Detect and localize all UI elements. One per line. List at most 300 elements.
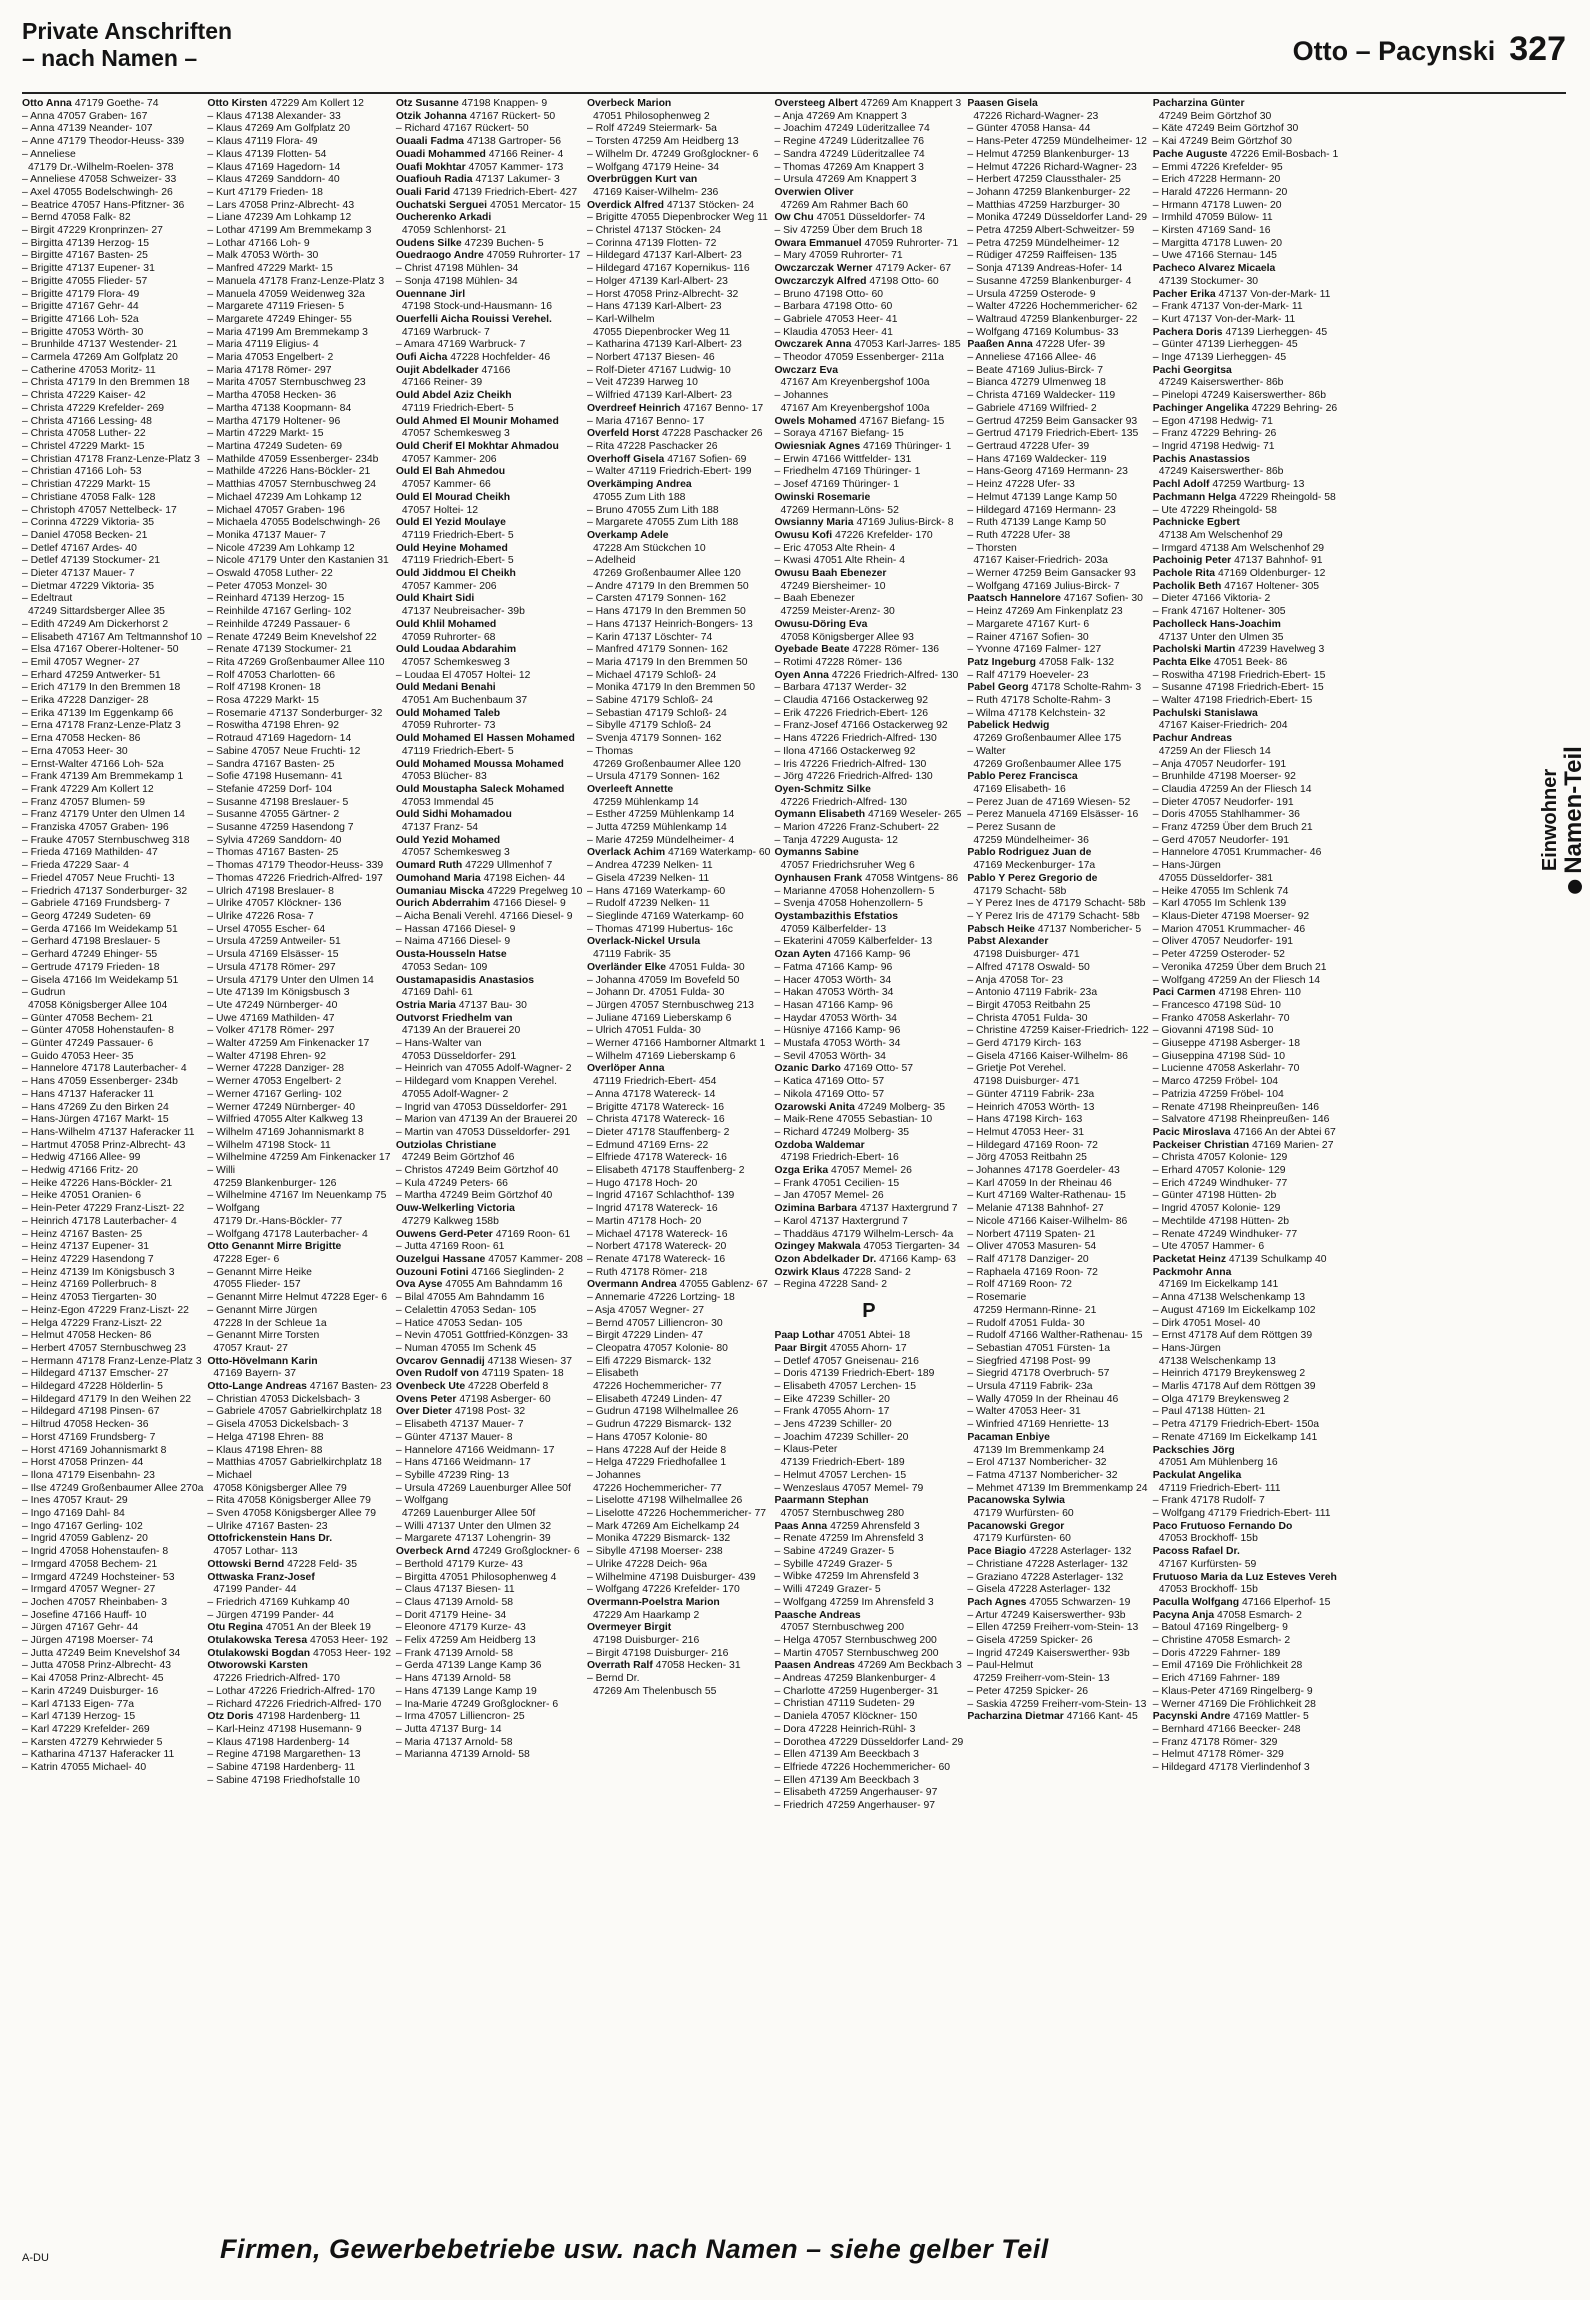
surname: Ozarowski Anita	[774, 1101, 855, 1113]
surname: Otto-Lange Andreas	[207, 1381, 307, 1393]
directory-entry: – Karsten 47279 Kehrwieder 5	[22, 1736, 163, 1748]
directory-entry: – Ekaterini 47059 Kälberfelder- 13	[774, 936, 933, 948]
directory-entry: – Hans 47059 Essenberger- 234b	[22, 1076, 178, 1088]
directory-entry: – Anne 47179 Theodor-Heuss- 339	[22, 136, 185, 148]
directory-entry: – Elsa 47167 Oberer-Holtener- 50	[22, 644, 179, 656]
directory-entry: – Marion 47226 Franz-Schubert- 22	[774, 822, 940, 834]
surname: Pachulski Stanislawa	[1152, 707, 1258, 719]
surname: Overmann-Poelstra Marion	[586, 1596, 720, 1608]
directory-entry-continuation: 47057 Sternbuschweg 200	[780, 1622, 905, 1634]
directory-entry: – Emil 47057 Wegner- 27	[22, 656, 140, 668]
surname: Patz Ingeburg	[967, 656, 1037, 668]
directory-entry: – Edith 47249 Am Dickerhorst 2	[22, 618, 169, 630]
directory-entry: – Dorit 47179 Heine- 34	[395, 1609, 507, 1621]
surname: Oyen Anna	[774, 669, 829, 681]
directory-entry: – Mary 47059 Ruhrorter- 71	[774, 250, 903, 262]
directory-entry-continuation: 47169 Meckenburger- 17a	[973, 860, 1096, 872]
directory-entry: – Norbert 47119 Spaten- 21	[967, 1228, 1096, 1240]
directory-entry: – Johannes	[774, 390, 829, 402]
directory-entry-continuation: 47053 Brockhoff- 15b	[1158, 1584, 1258, 1596]
directory-entry-surname: Pacharzina Dietmar 47166 Kant- 45	[967, 1711, 1138, 1723]
side-tab-text	[1539, 746, 1587, 894]
directory-entry: – Horst 47058 Prinz-Albrecht- 32	[586, 288, 739, 300]
directory-entry: – Giuseppina 47198 Süd- 10	[1152, 1050, 1285, 1062]
directory-entry-continuation: 47137 Unter den Ulmen 35	[1158, 631, 1284, 643]
directory-entry: – Sonja 47139 Andreas-Hofer- 14	[967, 263, 1123, 275]
directory-entry-surname	[1153, 1546, 1339, 1559]
directory-entry-continuation: 47167 Kaiser-Friedrich- 203a	[973, 555, 1108, 567]
directory-entry: – Brunhilde 47198 Moerser- 92	[1152, 771, 1296, 783]
directory-entry-surname: Pachl Adolf 47259 Wartburg- 13	[1152, 479, 1305, 491]
surname: Pachnicke Egbert	[1152, 517, 1240, 529]
directory-entry: – Nikola 47169 Otto- 57	[774, 1088, 885, 1100]
directory-entry: – Eric 47053 Alte Rhein- 4	[774, 542, 896, 554]
surname: Ouw-Welkerling Victoria	[395, 1203, 515, 1215]
directory-entry: – Helga 47198 Ehren- 88	[207, 1431, 324, 1443]
directory-entry: – Bernd 47058 Falk- 82	[22, 212, 131, 224]
surname: Oucherenko Arkadi	[395, 212, 492, 224]
side-tab-line2: Namen-Teil	[1560, 746, 1587, 874]
directory-entry: – Sevil 47053 Wörth- 34	[774, 1050, 886, 1062]
directory-entry: – Sibylle 47179 Schloß- 24	[586, 720, 712, 732]
directory-entry-continuation: 47051 Am Mühlenberg 16	[1158, 1457, 1278, 1469]
directory-entry: – Wolfgang 47179 Friedrich-Ebert- 111	[1152, 1508, 1331, 1520]
directory-entry-surname: Oyebade Beate 47228 Römer- 136	[774, 644, 940, 656]
directory-entry: – Renate 47249 Beim Knevelshof 22	[207, 631, 377, 643]
directory-entry: – Helmut 47178 Römer- 329	[1152, 1749, 1284, 1761]
surname: Ouennane Jirl	[395, 288, 466, 300]
directory-entry-surname: Owczarek Anna 47053 Karl-Jarres- 185	[774, 339, 961, 351]
directory-entry-surname: Oumaniau Miscka 47229 Pregelweg 10	[395, 885, 583, 897]
surname: Paasen Gisela	[967, 98, 1038, 109]
directory-entry: – Claus 47139 Arnold- 58	[395, 1596, 514, 1608]
directory-entry-surname	[396, 1140, 583, 1153]
directory-entry: – Bruno 47055 Zum Lith 188	[586, 504, 719, 516]
directory-entry: – Wenzeslaus 47057 Memel- 79	[774, 1482, 924, 1494]
directory-entry: – Annemarie 47226 Lortzing- 18	[586, 1292, 735, 1304]
directory-entry: – Erich 47169 Fahrner- 189	[1152, 1673, 1280, 1685]
directory-entry: – Claudia 47166 Ostackerweg 92	[774, 695, 929, 707]
directory-entry-surname	[1153, 1267, 1339, 1280]
directory-entry-continuation: 47249 Sittardsberger Allee 35	[28, 606, 165, 618]
directory-entry: – Torsten 47259 Am Heidberg 13	[586, 136, 739, 148]
directory-entry: – Karl-Heinz 47198 Husemann- 9	[207, 1724, 362, 1735]
directory-entry: – Hans 47139 Karl-Albert- 23	[586, 301, 722, 313]
surname: Otto Anna	[22, 98, 72, 109]
directory-entry-surname: Ouafiouh Radia 47137 Lakumer- 3	[395, 174, 560, 186]
directory-entry: – Michael	[207, 1469, 252, 1481]
directory-entry: – Ellen 47139 Am Beeckbach 3	[774, 1774, 919, 1786]
directory-entry: – Ulrike 47228 Deich- 96a	[586, 1558, 708, 1570]
directory-entry: – Oswald 47058 Luther- 22	[207, 568, 333, 580]
directory-entry-continuation: 47249 Beim Görtzhof 46	[401, 1152, 515, 1164]
surname: Otworowski Karsten	[207, 1660, 308, 1672]
directory-entry: – Ursel 47055 Escher- 64	[207, 923, 326, 935]
directory-entry: – Susanne 47198 Breslauer- 5	[207, 796, 349, 808]
directory-entry: – Günter 47198 Hütten- 2b	[1152, 1190, 1277, 1202]
directory-entry: – Matthias 47057 Sternbuschweg 24	[207, 479, 377, 491]
directory-entry: – Hans 47137 Haferacker 11	[22, 1088, 155, 1100]
directory-entry: – Klaus-Dieter 47198 Moerser- 92	[1152, 911, 1310, 922]
directory-entry: – Herbert 47259 Claussthaler- 25	[967, 174, 1121, 186]
directory-entry: – Ruth 47178 Römer- 218	[586, 1266, 708, 1278]
surname: Overlack Achim	[586, 847, 666, 859]
directory-entry: – Christine 47058 Esmarch- 2	[1152, 1635, 1291, 1647]
directory-entry: – Thaddäus 47179 Wilhelm-Lersch- 4a	[774, 1228, 954, 1240]
directory-entry: – Elisabeth 47259 Angerhauser- 97	[774, 1787, 938, 1799]
directory-entry: – Martha 47249 Beim Görtzhof 40	[395, 1190, 553, 1202]
directory-entry-surname: Ozarowski Anita 47249 Molberg- 35	[774, 1101, 946, 1113]
directory-entry-continuation: 47228 In der Schleue 1a	[213, 1317, 327, 1329]
directory-entry: – Petra 47259 Mündelheimer- 12	[967, 237, 1120, 249]
directory-entry: – Bernd Dr.	[586, 1673, 640, 1685]
directory-entry: – Siv 47259 Über dem Bruch 18	[774, 225, 923, 237]
directory-entry: – Walter 47226 Hochemmericher- 62	[967, 301, 1138, 313]
name-range-label: Otto – Pacynski	[1292, 36, 1496, 66]
surname: Ould Mohamed Taleb	[395, 707, 501, 719]
directory-entry: – Georg 47249 Sudeten- 69	[22, 911, 151, 922]
directory-entry-continuation: 47057 Kammer- 206	[401, 453, 497, 465]
directory-entry: – Maria 47167 Benno- 17	[586, 415, 705, 427]
directory-entry: – Werner 47167 Gerling- 102	[207, 1088, 342, 1100]
directory-entry: – Sven 47058 Königsberger Allee 79	[207, 1508, 377, 1520]
directory-entry: – Martina 47249 Sudeten- 69	[207, 440, 342, 452]
directory-entry: – Rudolf 47239 Nelken- 11	[586, 898, 710, 910]
directory-entry: – Maria 47053 Engelbert- 2	[207, 352, 334, 364]
directory-entry-continuation: 47179 Dr.-Wilhelm-Roelen- 378	[28, 161, 174, 173]
directory-entry: – Ingo 47169 Dahl- 84	[22, 1508, 125, 1520]
directory-entry: – Thomas	[586, 745, 633, 757]
directory-entry: – Klaus 47198 Hardenberg- 14	[207, 1736, 350, 1748]
directory-entry: – Veit 47239 Harweg 10	[586, 377, 698, 389]
directory-entry: – Elisabeth 47178 Stauffenberg- 2	[586, 1165, 745, 1177]
directory-entry: – Ursula 47179 Unter den Ulmen 14	[207, 974, 374, 986]
surname: Ozanic Darko	[774, 1063, 841, 1075]
directory-entry: – Hannelore 47166 Weidmann- 17	[395, 1444, 555, 1456]
directory-entry: – Sabine 47057 Neue Fruchti- 12	[207, 745, 361, 757]
surname: Ould Sidhi Mohamadou	[395, 809, 512, 821]
directory-entry-surname	[967, 720, 1148, 733]
directory-entry: – Christoph 47057 Nettelbeck- 17	[22, 504, 177, 516]
surname: Ouzelgui Hassane	[395, 1253, 486, 1265]
directory-entry: – Renate 47178 Watereck- 16	[586, 1253, 726, 1265]
directory-entry: – Margarete 47119 Friesen- 5	[207, 301, 345, 313]
directory-entry: – Friedel 47057 Neue Fruchti- 13	[22, 872, 175, 884]
directory-entry: – Claus 47137 Biesen- 11	[395, 1584, 515, 1596]
directory-entry: – Ursula 47178 Römer- 297	[207, 961, 336, 973]
surname: Oujit Abdelkader	[395, 364, 479, 376]
surname: Owara Emmanuel	[774, 237, 862, 249]
directory-entry: – Wibke 47259 Im Ahrensfeld 3	[774, 1571, 919, 1583]
directory-entry-surname: Packetat Heinz 47139 Schulkamp 40	[1152, 1253, 1327, 1265]
surname: Oumaniau Miscka	[395, 885, 485, 897]
surname: Ould Heyine Mohamed	[395, 542, 508, 554]
directory-entry-continuation: 47179 Schacht- 58b	[973, 885, 1067, 897]
directory-entry: – Joachim 47239 Schiller- 20	[774, 1431, 909, 1443]
surname: Otulakowska Teresa	[207, 1635, 308, 1647]
surname: Pachur Andreas	[1152, 733, 1232, 745]
directory-entry: – Doris 47229 Fahrner- 189	[1152, 1647, 1281, 1659]
surname: Ovens Peter	[395, 1393, 457, 1405]
directory-entry: – Renate 47259 Im Ahrensfeld 3	[774, 1533, 924, 1545]
directory-entry: – Martin van 47053 Düsseldorfer- 291	[395, 1126, 571, 1138]
surname: Pacyna Anja	[1152, 1609, 1215, 1621]
directory-entry: – Ines 47057 Kraut- 29	[22, 1495, 128, 1507]
directory-entry: – Ruth 47139 Lange Kamp 50	[967, 517, 1106, 529]
directory-entry-continuation: 47053 Brockhoff- 15b	[1158, 1533, 1258, 1545]
directory-entry-continuation: 47053 Düsseldorfer- 291	[401, 1050, 517, 1062]
directory-entry-surname	[396, 619, 583, 632]
directory-entry: – Ingrid 47058 Hohenstaufen- 8	[22, 1546, 169, 1558]
directory-entry: – Pinelopi 47249 Kaiserswerther- 86b	[1152, 390, 1326, 402]
directory-entry: – Lothar 47166 Loh- 9	[207, 237, 310, 249]
directory-entry: – Ingrid 47059 Gablenz- 20	[22, 1533, 148, 1545]
surname: Oynhausen Frank	[774, 872, 863, 884]
directory-entry-surname	[396, 314, 583, 327]
directory-entry: – Richard 47167 Rückert- 50	[395, 123, 529, 135]
directory-entry: – Ursula 47259 Antweiler- 51	[207, 936, 341, 948]
directory-entry: – Peter 47259 Spicker- 26	[967, 1685, 1089, 1697]
directory-entry-surname: Patz Ingeburg 47058 Falk- 132	[967, 656, 1115, 668]
directory-entry: – Grietje Pot Verehel.	[967, 1063, 1067, 1075]
directory-entry-surname	[396, 682, 583, 695]
surname: Pabel Georg	[967, 682, 1029, 694]
directory-entry-continuation: 47057 Schemkesweg 3	[401, 428, 510, 440]
directory-entry-continuation: 47057 Kammer- 66	[401, 479, 491, 491]
directory-entry-surname: Overländer Elke 47051 Fulda- 30	[586, 961, 745, 973]
directory-entry: – Celalettin 47053 Sedan- 105	[395, 1304, 537, 1316]
surname: Paap Lothar	[774, 1330, 835, 1342]
directory-entry-surname: Paas Anna 47259 Ahrensfeld 3	[774, 1520, 920, 1532]
surname: Ould Loudaa Abdarahim	[395, 644, 517, 656]
directory-entry: – Günter 47119 Fabrik- 23a	[967, 1088, 1095, 1100]
directory-entry: – Norbert 47137 Biesen- 46	[586, 352, 715, 364]
directory-entry-surname	[207, 1533, 391, 1546]
directory-entry: – Elfriede 47178 Watereck- 16	[586, 1152, 727, 1164]
directory-entry: – Horst 47169 Frundsberg- 7	[22, 1431, 156, 1443]
directory-entry: – Ilse 47249 Großenbaumer Allee 270a	[22, 1482, 204, 1494]
directory-entry: – Roswitha 47198 Friedrich-Ebert- 15	[1152, 669, 1326, 681]
directory-entry: – Eleonore 47179 Kurze- 43	[395, 1622, 526, 1634]
directory-entry: – Manfred 47229 Markt- 15	[207, 263, 333, 275]
directory-entry: – Ursula 47169 Elsässer- 15	[207, 949, 339, 961]
directory-entry: – Jürgen 47199 Pander- 44	[207, 1609, 334, 1621]
directory-entry: – Karl 47139 Herzog- 15	[22, 1711, 136, 1723]
directory-entry: – Anneliese 47166 Allee- 46	[967, 352, 1097, 364]
directory-entry-surname: Pachoinig Peter 47137 Bahnhof- 91	[1152, 555, 1323, 567]
directory-entry: – Edmund 47169 Erns- 22	[586, 1139, 709, 1151]
directory-entry-surname: Ouzelgui Hassane 47057 Kammer- 208	[395, 1253, 583, 1265]
directory-entry: – Adelheid	[586, 555, 636, 567]
directory-entry-surname	[396, 835, 583, 848]
directory-entry: – Christian 47166 Loh- 53	[22, 466, 142, 478]
directory-entry: – Sandra 47167 Basten- 25	[207, 758, 335, 770]
directory-entry-continuation: 47055 Diepenbrocker Weg 11	[592, 326, 731, 338]
directory-entry: – Loudaa El 47057 Holtei- 12	[395, 669, 531, 681]
directory-entry-surname: Owara Emmanuel 47059 Ruhrorter- 71	[774, 237, 959, 249]
directory-entry-continuation: 47119 Friedrich-Ebert- 5	[401, 745, 514, 757]
directory-entry: – Bernhard 47166 Beecker- 248	[1152, 1724, 1301, 1735]
surname: Pacher Erika	[1152, 288, 1216, 300]
directory-entry: – Maria 47178 Römer- 297	[207, 364, 332, 376]
directory-entry-continuation: 47055 Düsseldorfer- 381	[1158, 872, 1274, 884]
directory-entry-surname: Ozga Erika 47057 Memel- 26	[774, 1165, 912, 1177]
directory-entry-surname	[396, 390, 583, 403]
directory-entry: – Hans-Walter van	[395, 1038, 482, 1050]
directory-entry: – Birgit 47229 Linden- 47	[586, 1330, 704, 1342]
surname: Ostria Maria	[395, 999, 456, 1011]
directory-column	[774, 98, 963, 2183]
directory-entry: – Frank 47139 Am Bremmekamp 1	[22, 771, 184, 783]
directory-entry-surname	[1153, 1572, 1339, 1585]
directory-entry-surname	[396, 784, 583, 797]
directory-entry: – Ulrike 47167 Basten- 23	[207, 1520, 328, 1532]
directory-entry-surname: Ostria Maria 47137 Bau- 30	[395, 999, 527, 1011]
directory-entry: – Carsten 47179 Sonnen- 162	[586, 593, 727, 605]
directory-entry: – Ingrid van 47053 Düsseldorfer- 291	[395, 1101, 568, 1113]
directory-entry: – Corinna 47229 Viktoria- 35	[22, 517, 155, 529]
directory-entry: – Josef 47169 Thüringer- 1	[774, 479, 900, 491]
directory-entry: – Ingrid 47249 Kaiserswerther- 93b	[967, 1647, 1130, 1659]
directory-entry-surname: Pachinger Angelika 47229 Behring- 26	[1152, 402, 1338, 414]
surname: Ousta-Housseln Hatse	[395, 949, 507, 961]
directory-entry-surname	[396, 289, 583, 302]
directory-entry: – Oliver 47057 Neudorfer- 191	[1152, 936, 1294, 948]
directory-entry-surname: Paar Birgit 47055 Ahorn- 17	[774, 1342, 907, 1354]
directory-entry: – Ulrich 47051 Fulda- 30	[586, 1025, 701, 1037]
directory-entry-surname	[396, 416, 583, 429]
directory-entry-continuation: 47057 Friedrichsruher Weg 6	[780, 860, 915, 872]
section-title	[22, 18, 232, 72]
directory-entry: – Hiltrud 47058 Hecken- 36	[22, 1419, 149, 1431]
directory-entry: – Werner 47259 Beim Gansacker 93	[967, 568, 1136, 580]
directory-entry: – Gertrud 47179 Friedrich-Ebert- 135	[967, 428, 1139, 440]
surname: Ovcarov Gennadij	[395, 1355, 485, 1367]
surname: Overmeyer Birgit	[586, 1622, 672, 1634]
directory-entry: – Heinrich van 47055 Adolf-Wagner- 2	[395, 1063, 572, 1075]
directory-entry: – Y Perez Ines de 47179 Schacht- 58b	[967, 898, 1146, 910]
surname: Pach Agnes	[967, 1596, 1027, 1608]
directory-entry: – Wilhelm 47169 Johannismarkt 8	[207, 1126, 364, 1138]
directory-entry: – Rosa 47229 Markt- 15	[207, 695, 319, 707]
surname: Paas Anna	[774, 1520, 828, 1532]
directory-entry-surname: Overdick Alfred 47137 Stöcken- 24	[586, 199, 755, 211]
directory-entry-surname	[207, 1241, 391, 1254]
surname: Pacynski Andre	[1152, 1711, 1231, 1723]
directory-entry: – Erika 47228 Danziger- 28	[22, 695, 149, 707]
surname: Ow Chu	[774, 212, 814, 224]
directory-entry-surname: Otz Doris 47198 Hardenberg- 11	[207, 1711, 361, 1723]
directory-entry: – Christa 47166 Lessing- 48	[22, 415, 152, 427]
directory-entry: – Sabine 47198 Hardenberg- 11	[207, 1762, 356, 1774]
directory-entry-continuation: 47139 Friedrich-Ebert- 189	[780, 1457, 905, 1469]
directory-entry: – Emmi 47226 Krefelder- 95	[1152, 161, 1283, 173]
surname: Oyebade Beate	[774, 644, 850, 656]
directory-entry: – Hassan 47166 Diesel- 9	[395, 923, 516, 935]
surname: Ottwaska Franz-Josef	[207, 1571, 315, 1583]
directory-entry-surname: Paaßen Anna 47228 Ufer- 39	[967, 339, 1105, 351]
surname: Packetat Heinz	[1152, 1253, 1227, 1265]
directory-entry: – Sandra 47249 Lüderitzallee 74	[774, 148, 925, 160]
directory-entry: – Roswitha 47198 Ehren- 92	[207, 720, 340, 732]
directory-entry-surname	[587, 936, 770, 949]
directory-entry: – Manuela 47059 Weidenweg 32a	[207, 288, 365, 300]
surname: Ozingey Makwala	[774, 1241, 861, 1253]
directory-entry-continuation: 47051 Philosophenweg 2	[592, 110, 710, 122]
directory-entry-surname: Pache Auguste 47226 Emil-Bosbach- 1	[1152, 148, 1339, 160]
directory-entry-continuation: 47198 Friedrich-Ebert- 16	[780, 1152, 899, 1164]
directory-entry-surname	[396, 975, 583, 988]
directory-entry: – Elfriede 47226 Hochemmericher- 60	[774, 1762, 951, 1773]
surname: Paaßen Anna	[967, 339, 1033, 351]
directory-entry: – Bernd 47057 Lilliencron- 30	[586, 1317, 723, 1329]
surname: Owiesniak Agnes	[774, 440, 861, 452]
directory-entry-surname	[1153, 1470, 1339, 1483]
directory-entry: – Rüdiger 47259 Raiffeisen- 135	[967, 250, 1117, 262]
surname: Pabst Alexander	[967, 936, 1049, 948]
directory-entry-continuation: 47199 Pander- 44	[213, 1584, 297, 1596]
directory-entry: – Brigitte 47053 Wörth- 30	[22, 326, 144, 338]
directory-entry: – Brigitte 47179 Flora- 49	[22, 288, 140, 300]
directory-entry: – Detlef 47167 Ardes- 40	[22, 542, 137, 554]
directory-entry: – Norbert 47178 Watereck- 20	[586, 1241, 727, 1253]
directory-entry: – Paul-Helmut	[967, 1660, 1034, 1672]
directory-entry: – Helmut 47053 Heer- 31	[967, 1126, 1084, 1138]
directory-entry: – Genannt Mirre Heike	[207, 1266, 312, 1278]
directory-entry-continuation: 47053 Blücher- 83	[401, 771, 487, 783]
directory-entry-continuation: 47139 Im Bremmenkamp 24	[973, 1444, 1105, 1456]
directory-entry: – Werner 47169 Die Fröhlichkeit 28	[1152, 1698, 1316, 1710]
directory-entry: – Wolfgang	[207, 1203, 260, 1215]
directory-entry-continuation: 47269 Am Thelenbusch 55	[592, 1685, 717, 1697]
directory-entry: – Marco 47259 Fröbel- 104	[1152, 1076, 1279, 1088]
directory-entry: – Gisela 47239 Nelken- 11	[586, 872, 710, 884]
directory-entry: – Klaus 47269 Sanddorn- 40	[207, 174, 340, 186]
surname: Ould El Mourad Cheikh	[395, 491, 511, 503]
directory-entry-continuation: 47259 An der Fliesch 14	[1158, 745, 1271, 757]
surname: Ould Moustapha Saleck Mohamed	[395, 783, 565, 795]
directory-entry: – Günter 47249 Passauer- 6	[22, 1038, 154, 1050]
directory-entry-surname	[396, 1013, 583, 1026]
directory-entry-continuation: 47057 Kammer- 206	[401, 580, 497, 592]
directory-entry: – Ursula 47119 Fabrik- 23a	[967, 1381, 1093, 1393]
directory-entry: – Perez Manuela 47169 Elsässer- 16	[967, 809, 1139, 821]
directory-entry-surname	[774, 568, 963, 581]
directory-entry: – Gertrud 47259 Beim Gansacker 93	[967, 415, 1138, 427]
surname: Otz Susanne	[395, 98, 459, 109]
directory-entry: – Theodor 47059 Essenberger- 211a	[774, 352, 944, 364]
directory-entry: – Hans 47198 Kirch- 163	[967, 1114, 1083, 1126]
directory-entry: – Jürgen 47198 Moerser- 74	[22, 1635, 154, 1647]
directory-entry: – Winfried 47169 Henriette- 13	[967, 1419, 1109, 1431]
directory-entry: – Beatrice 47057 Hans-Pfitzner- 36	[22, 199, 185, 211]
directory-entry-surname	[774, 492, 963, 505]
directory-entry-surname: Pacyna Anja 47058 Esmarch- 2	[1152, 1609, 1302, 1621]
directory-entry-surname	[774, 784, 963, 797]
directory-entry: – Franz 47259 Über dem Bruch 21	[1152, 822, 1313, 834]
directory-entry: – Johanna 47059 Im Bovefeld 50	[586, 974, 740, 986]
directory-entry: – Elisabeth 47137 Mauer- 7	[395, 1419, 524, 1431]
directory-entry: – Klaus 47169 Hagedorn- 14	[207, 161, 341, 173]
directory-entry: – Christa 47229 Krefelder- 269	[22, 402, 165, 414]
directory-entry: – Jürgen 47057 Sternbuschweg 213	[586, 999, 754, 1011]
directory-entry-surname: Overbeck Arnd 47249 Großglockner- 6	[395, 1546, 580, 1558]
directory-entry: – Friedrich 47169 Kuhkamp 40	[207, 1596, 350, 1608]
directory-column	[207, 98, 391, 2183]
directory-entry: – Francesco 47198 Süd- 10	[1152, 999, 1281, 1011]
surname: Overkämping Andrea	[586, 479, 692, 491]
directory-entry: – Rolf 47169 Roon- 72	[967, 1279, 1072, 1291]
